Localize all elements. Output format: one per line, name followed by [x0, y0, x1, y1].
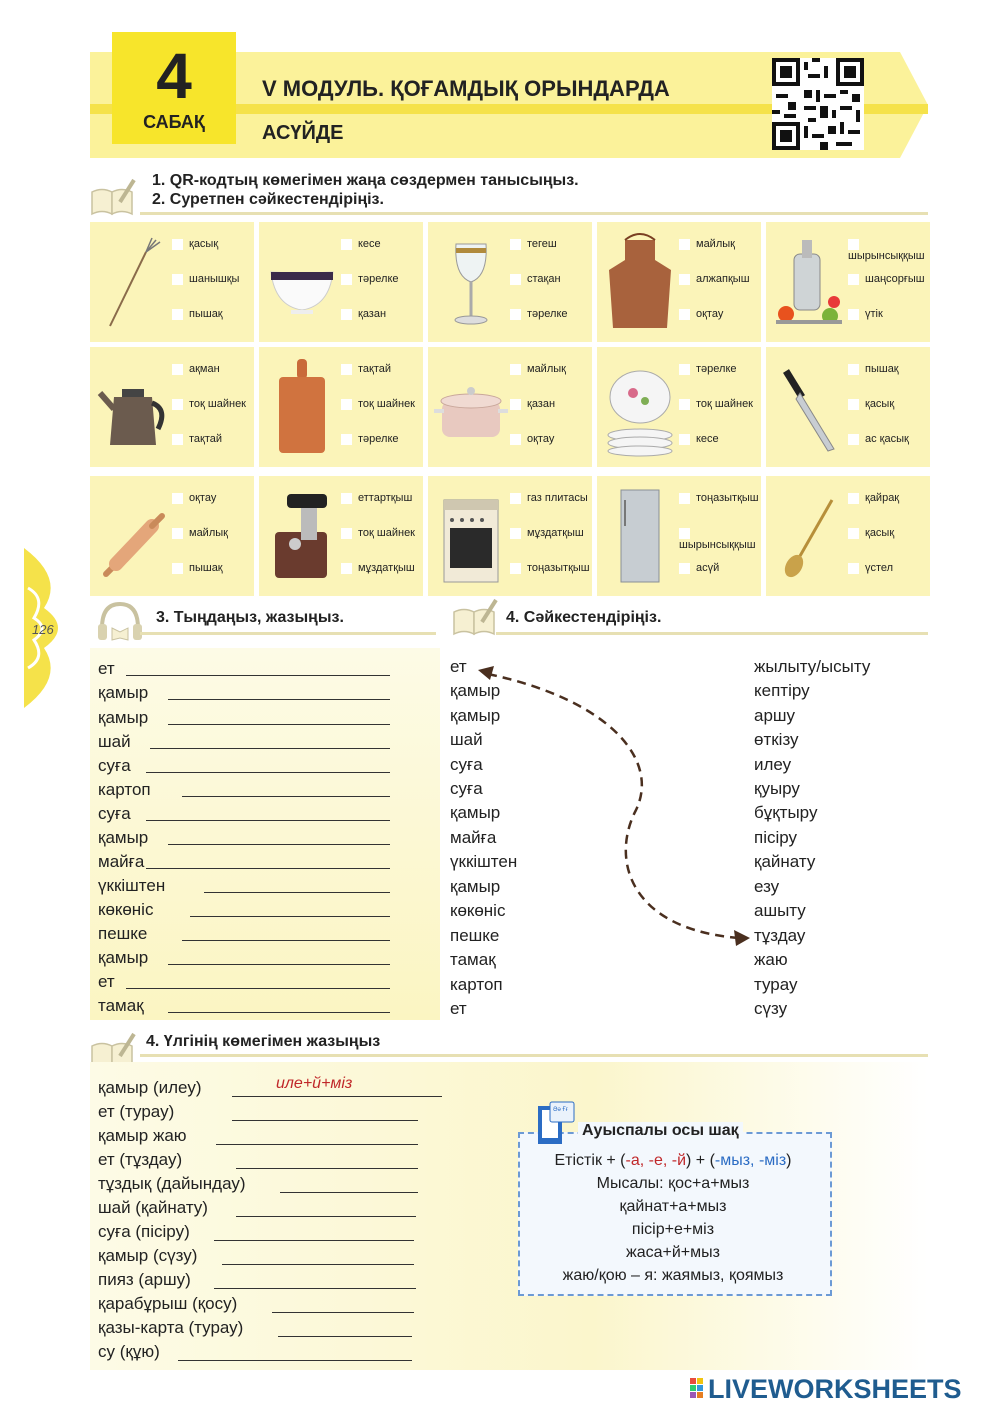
- answer-line[interactable]: [232, 1120, 418, 1121]
- match-right-item[interactable]: жаю: [754, 950, 788, 969]
- qr-code-icon[interactable]: [772, 58, 864, 150]
- option-label: тоқ шайнек: [358, 398, 415, 410]
- option-checkbox[interactable]: [848, 239, 859, 250]
- option-label: еттартқыш: [358, 492, 413, 504]
- option-checkbox[interactable]: [510, 239, 521, 250]
- option-checkbox[interactable]: [848, 528, 859, 539]
- option-checkbox[interactable]: [172, 434, 183, 445]
- option-label: тәрелке: [358, 273, 399, 285]
- option-label: қасық: [865, 398, 895, 410]
- match-left-item[interactable]: шай: [450, 730, 483, 749]
- match-right-item[interactable]: тұздау: [754, 926, 806, 945]
- option-checkbox[interactable]: [172, 239, 183, 250]
- match-left-item[interactable]: ет: [450, 999, 467, 1018]
- pot-picture: [434, 357, 508, 457]
- answer-line[interactable]: [190, 916, 390, 917]
- answer-line[interactable]: [232, 1096, 442, 1097]
- topic-title: АСҮЙДЕ: [262, 122, 344, 144]
- prompt-label: қамыр (сүзу): [98, 1246, 198, 1265]
- option-checkbox[interactable]: [172, 563, 183, 574]
- task3-title: 3. Тыңдаңыз, жазыңыз.: [156, 609, 344, 626]
- answer-line[interactable]: [126, 675, 390, 676]
- option-label: газ плитасы: [527, 492, 588, 504]
- option-checkbox[interactable]: [341, 434, 352, 445]
- option-checkbox[interactable]: [341, 274, 352, 285]
- grammar-book-icon: [536, 1100, 576, 1146]
- prompt-label: шай (қайнату): [98, 1198, 208, 1217]
- word-label: майға: [98, 852, 145, 871]
- fork-picture: [96, 232, 170, 332]
- grammar-formula: [518, 1152, 828, 1170]
- option-label: майлық: [696, 238, 735, 250]
- option-label: оқтау: [527, 433, 555, 445]
- grammar-example: қайнат+а+мыз: [619, 1198, 727, 1215]
- apron-picture: [603, 232, 677, 332]
- match-right-item[interactable]: қуыру: [754, 779, 800, 798]
- answer-line[interactable]: [280, 1192, 418, 1193]
- option-checkbox[interactable]: [341, 528, 352, 539]
- word-label: қамыр: [98, 683, 149, 702]
- option-checkbox[interactable]: [679, 309, 690, 320]
- option-checkbox[interactable]: [848, 364, 859, 375]
- match-right-item[interactable]: сүзу: [754, 999, 788, 1018]
- option-label: тақтай: [189, 433, 223, 445]
- option-label: тәрелке: [527, 308, 568, 320]
- option-label: шырынсыққыш: [848, 250, 925, 262]
- lesson-number: 4: [156, 40, 192, 112]
- option-label: шанышқы: [189, 273, 240, 285]
- prompt-label: пияз (аршу): [98, 1270, 191, 1289]
- answer-line[interactable]: [146, 820, 390, 821]
- option-checkbox[interactable]: [510, 274, 521, 285]
- option-label: тақтай: [358, 363, 392, 375]
- option-checkbox[interactable]: [848, 309, 859, 320]
- prompt-label: су (құю): [98, 1342, 160, 1361]
- prompt-label: қамыр жаю: [98, 1126, 187, 1145]
- option-checkbox[interactable]: [341, 364, 352, 375]
- word-label: шай: [98, 732, 131, 751]
- match-left-item[interactable]: қамыр: [450, 877, 501, 896]
- option-checkbox[interactable]: [172, 364, 183, 375]
- word-label: қамыр: [98, 708, 149, 727]
- grid-cell: [766, 222, 930, 342]
- prompt-label: суға (пісіру): [98, 1222, 190, 1241]
- answer-line[interactable]: [182, 940, 390, 941]
- option-label: тоқ шайнек: [358, 527, 415, 539]
- option-label: алжапқыш: [696, 273, 750, 285]
- grid-cell: [597, 347, 761, 467]
- option-label: асүй: [696, 562, 720, 574]
- option-label: тоқ шайнек: [696, 398, 753, 410]
- grid-cell: [428, 347, 592, 467]
- answer-line[interactable]: [168, 1012, 390, 1013]
- rolling-pin-picture: [96, 486, 170, 586]
- option-checkbox[interactable]: [510, 309, 521, 320]
- option-checkbox[interactable]: [172, 309, 183, 320]
- option-label: қазан: [527, 398, 556, 410]
- option-label: қазан: [358, 308, 387, 320]
- cutting-board-picture: [265, 357, 339, 457]
- option-label: пышақ: [865, 363, 899, 375]
- divider: [140, 632, 436, 635]
- option-label: тәрелке: [358, 433, 399, 445]
- answer-line[interactable]: [168, 964, 390, 965]
- task5-title: 4. Үлгінің көмегімен жазыңыз: [146, 1033, 381, 1050]
- knife-picture: [772, 357, 846, 457]
- prompt-label: қамыр (илеу): [98, 1078, 202, 1097]
- match-right-item[interactable]: езу: [754, 877, 780, 896]
- option-checkbox[interactable]: [341, 309, 352, 320]
- option-checkbox[interactable]: [510, 364, 521, 375]
- option-label: ақман: [189, 363, 220, 375]
- option-checkbox[interactable]: [341, 239, 352, 250]
- option-checkbox[interactable]: [848, 399, 859, 410]
- answer-line[interactable]: [178, 1360, 412, 1361]
- match-right-item[interactable]: аршу: [754, 706, 796, 725]
- option-checkbox[interactable]: [172, 399, 183, 410]
- task2-instruction: 2. Суретпен сәйкестендіріңіз.: [152, 191, 384, 208]
- match-left-item[interactable]: пешке: [450, 926, 500, 945]
- example-answer: иле+й+міз: [276, 1075, 353, 1092]
- answer-line[interactable]: [216, 1144, 418, 1145]
- word-label: суға: [98, 804, 131, 823]
- answer-line[interactable]: [126, 988, 390, 989]
- option-label: тегеш: [527, 238, 557, 250]
- match-right-item[interactable]: жылыту/ысыту: [754, 657, 871, 676]
- option-checkbox[interactable]: [341, 493, 352, 504]
- grammar-example: жаса+й+мыз: [626, 1244, 720, 1261]
- option-checkbox[interactable]: [510, 528, 521, 539]
- option-label: тоңазытқыш: [696, 492, 759, 504]
- grammar-example: пісір+е+міз: [631, 1221, 715, 1238]
- formula-vowel-suffixes: -а, -е, -й: [625, 1152, 686, 1169]
- spoon-picture: [772, 486, 846, 586]
- match-left-item[interactable]: қамыр: [450, 681, 501, 700]
- headphones-icon: [96, 598, 144, 644]
- lesson-word: САБАҚ: [143, 112, 205, 132]
- page-number: 126: [32, 622, 54, 637]
- formula-part: Етістік + (: [554, 1152, 626, 1169]
- grammar-icon-text: Әә Ғғ: [553, 1107, 568, 1113]
- option-checkbox[interactable]: [848, 274, 859, 285]
- match-left-item[interactable]: тамақ: [450, 950, 496, 969]
- picture-matching-grid: [90, 218, 928, 596]
- grid-cell: [90, 347, 254, 467]
- match-left-item[interactable]: ет: [450, 657, 467, 676]
- match-right-item[interactable]: өткізу: [754, 730, 799, 749]
- prompt-label: тұздық (дайындау): [98, 1174, 246, 1193]
- grid-cell: [766, 347, 930, 467]
- option-label: ас қасық: [865, 433, 909, 445]
- option-checkbox[interactable]: [172, 493, 183, 504]
- option-label: майлық: [527, 363, 566, 375]
- option-checkbox[interactable]: [510, 434, 521, 445]
- match-right-item[interactable]: қайнату: [754, 852, 816, 871]
- lesson-badge: [112, 32, 236, 144]
- module-title: V МОДУЛЬ. ҚОҒАМДЫҚ ОРЫНДАРДА: [262, 76, 670, 101]
- option-label: шырынсыққыш: [679, 539, 756, 551]
- grid-cell: [597, 476, 761, 596]
- match-right-item[interactable]: бұқтыру: [754, 803, 818, 822]
- option-checkbox[interactable]: [848, 563, 859, 574]
- answer-line[interactable]: [236, 1168, 418, 1169]
- word-label: қамыр: [98, 948, 149, 967]
- divider: [140, 1054, 928, 1057]
- match-left-item[interactable]: көкөніс: [450, 901, 506, 920]
- option-checkbox[interactable]: [679, 528, 690, 539]
- meat-grinder-picture: [265, 486, 339, 586]
- option-label: тәрелке: [696, 363, 737, 375]
- option-label: оқтау: [189, 492, 217, 504]
- match-right-item[interactable]: илеу: [754, 755, 792, 774]
- option-label: пышақ: [189, 308, 223, 320]
- logo-badge-icon: [690, 1378, 704, 1404]
- option-label: қасық: [189, 238, 219, 250]
- answer-line[interactable]: [278, 1336, 412, 1337]
- grid-cell: [766, 476, 930, 596]
- match-left-item[interactable]: үккіштен: [450, 852, 518, 871]
- option-checkbox[interactable]: [341, 563, 352, 574]
- answer-line[interactable]: [146, 868, 390, 869]
- option-label: мұздатқыш: [358, 562, 415, 574]
- option-checkbox[interactable]: [341, 399, 352, 410]
- option-checkbox[interactable]: [679, 239, 690, 250]
- divider: [496, 632, 928, 635]
- option-label: тоңазытқыш: [527, 562, 590, 574]
- answer-line[interactable]: [150, 748, 390, 749]
- answer-line[interactable]: [204, 892, 390, 893]
- option-label: пышақ: [189, 562, 223, 574]
- wine-glass-picture: [434, 232, 508, 332]
- option-label: стақан: [527, 273, 561, 285]
- option-label: мұздатқыш: [527, 527, 584, 539]
- option-checkbox[interactable]: [679, 493, 690, 504]
- gas-stove-picture: [434, 486, 508, 586]
- liveworksheets-logo: [690, 1374, 962, 1405]
- answer-line[interactable]: [182, 796, 390, 797]
- answer-line[interactable]: [272, 1312, 414, 1313]
- task1-instruction: 1. QR-кодтың көмегімен жаңа сөздермен танысыңыз.: [152, 172, 579, 189]
- grammar-note: жаю/қою – я: жаямыз, қоямыз: [562, 1267, 784, 1284]
- grid-cell: [428, 476, 592, 596]
- prompt-label: қазы-карта (турау): [98, 1318, 244, 1337]
- option-label: қайрақ: [865, 492, 900, 504]
- option-label: оқтау: [696, 308, 724, 320]
- word-label: суға: [98, 756, 131, 775]
- option-checkbox[interactable]: [510, 399, 521, 410]
- word-label: картоп: [98, 780, 151, 799]
- formula-part: ) + (: [686, 1152, 715, 1169]
- option-label: үстел: [865, 562, 894, 574]
- match-left-item[interactable]: суға: [450, 755, 483, 774]
- prompt-label: ет (турау): [98, 1102, 175, 1121]
- option-checkbox[interactable]: [172, 274, 183, 285]
- answer-line[interactable]: [222, 1264, 414, 1265]
- grid-cell: [259, 347, 423, 467]
- option-label: қасық: [865, 527, 895, 539]
- option-checkbox[interactable]: [848, 493, 859, 504]
- grammar-title: Ауыспалы осы шақ: [578, 1122, 743, 1140]
- option-checkbox[interactable]: [510, 493, 521, 504]
- book-pencil-icon: [90, 178, 136, 216]
- answer-line[interactable]: [214, 1240, 414, 1241]
- option-label: майлық: [189, 527, 228, 539]
- option-checkbox[interactable]: [172, 528, 183, 539]
- grammar-example: Мысалы: қос+а+мыз: [596, 1175, 750, 1192]
- match-right-item[interactable]: кептіру: [754, 681, 810, 700]
- option-checkbox[interactable]: [510, 563, 521, 574]
- grid-cell: [90, 222, 254, 342]
- option-checkbox[interactable]: [679, 364, 690, 375]
- formula-part: ): [786, 1152, 792, 1169]
- prompt-label: ет (тұздау): [98, 1150, 183, 1169]
- option-checkbox[interactable]: [679, 274, 690, 285]
- plates-picture: [603, 357, 677, 457]
- grid-cell: [428, 222, 592, 342]
- word-label: ет: [98, 659, 115, 678]
- word-label: үккіштен: [98, 876, 166, 895]
- answer-line[interactable]: [168, 724, 390, 725]
- kettle-picture: [96, 357, 170, 457]
- formula-person-suffixes: -мыз, -міз: [714, 1152, 787, 1169]
- juicer-picture: [772, 232, 846, 332]
- option-checkbox[interactable]: [679, 563, 690, 574]
- match-left-item[interactable]: суға: [450, 779, 483, 798]
- answer-line[interactable]: [236, 1216, 416, 1217]
- book-pencil-icon: [452, 598, 498, 636]
- option-label: кесе: [358, 238, 381, 250]
- match-left-item[interactable]: қамыр: [450, 706, 501, 725]
- grid-cell: [259, 476, 423, 596]
- word-label: пешке: [98, 924, 148, 943]
- word-label: көкөніс: [98, 900, 154, 919]
- divider: [140, 212, 928, 215]
- fridge-picture: [603, 486, 677, 586]
- option-label: кесе: [696, 433, 719, 445]
- match-left-item[interactable]: майға: [450, 828, 497, 847]
- option-label: шаңсорғыш: [865, 273, 925, 285]
- match-left-item[interactable]: қамыр: [450, 803, 501, 822]
- task4-title: 4. Сәйкестендіріңіз.: [506, 609, 662, 626]
- match-right-item[interactable]: пісіру: [754, 828, 798, 847]
- example-connector-arrow: [470, 660, 760, 950]
- bowl-picture: [265, 232, 339, 332]
- grid-cell: [597, 222, 761, 342]
- option-checkbox[interactable]: [679, 399, 690, 410]
- answer-line[interactable]: [146, 772, 390, 773]
- brand-text: LIVEWORKSHEETS: [708, 1374, 962, 1404]
- prompt-label: қарабұрыш (қосу): [98, 1294, 238, 1313]
- word-label: тамақ: [98, 996, 144, 1015]
- word-label: ет: [98, 972, 115, 991]
- answer-line[interactable]: [168, 699, 390, 700]
- word-label: қамыр: [98, 828, 149, 847]
- match-right-item[interactable]: ашыту: [754, 901, 806, 920]
- option-label: үтік: [865, 308, 883, 320]
- answer-line[interactable]: [214, 1288, 416, 1289]
- option-label: тоқ шайнек: [189, 398, 246, 410]
- match-left-item[interactable]: картоп: [450, 975, 503, 994]
- grid-cell: [259, 222, 423, 342]
- match-right-item[interactable]: турау: [754, 975, 798, 994]
- option-checkbox[interactable]: [679, 434, 690, 445]
- option-checkbox[interactable]: [848, 434, 859, 445]
- grid-cell: [90, 476, 254, 596]
- answer-line[interactable]: [168, 844, 390, 845]
